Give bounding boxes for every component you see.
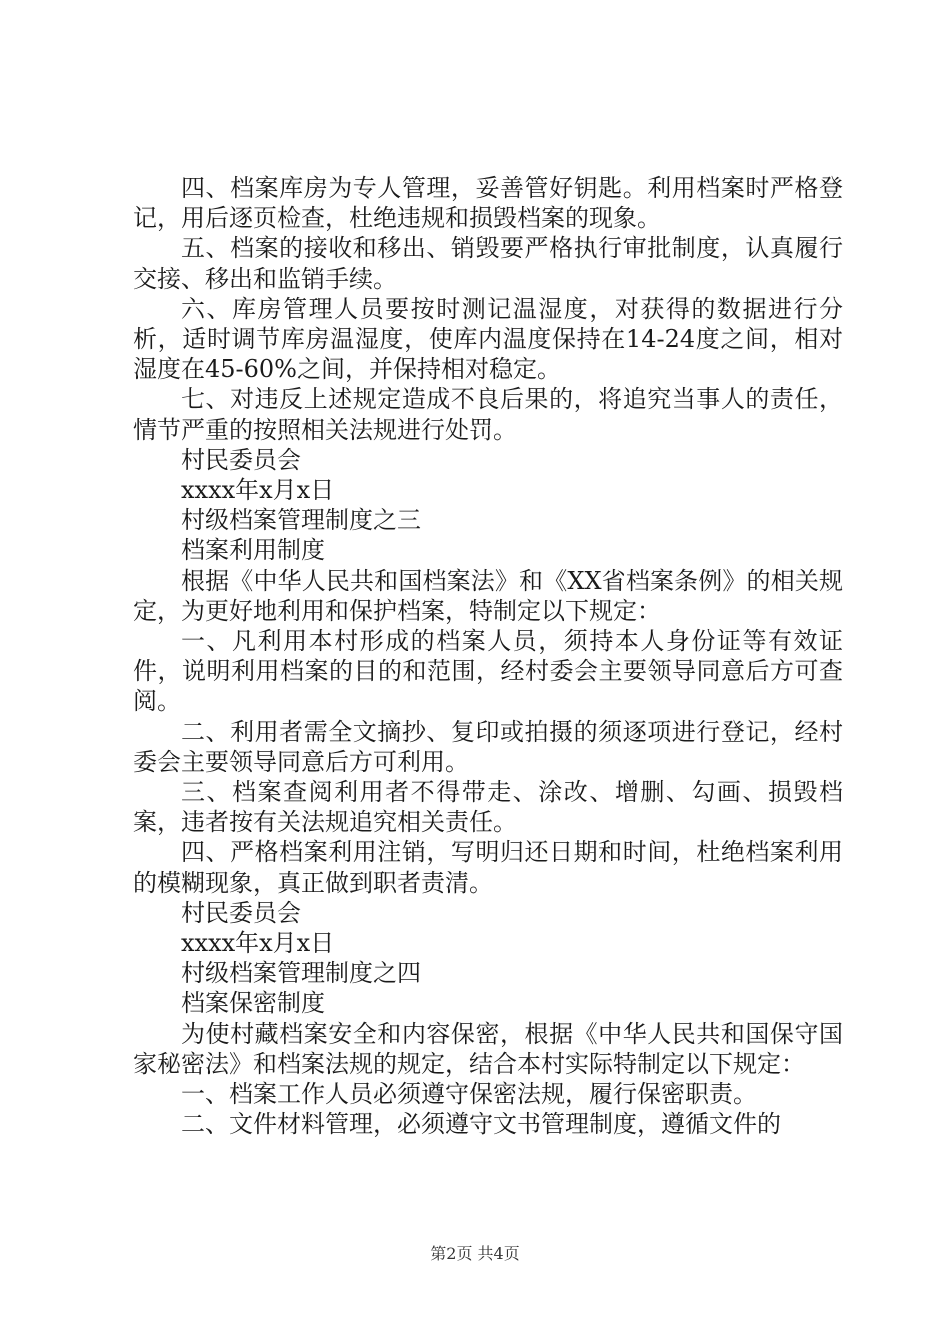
paragraph: 二、利用者需全文摘抄、复印或拍摄的须逐项进行登记，经村委会主要领导同意后方可利用。 <box>133 717 843 776</box>
section-subtitle: 档案利用制度 <box>181 536 325 565</box>
paragraph: 五、档案的接收和移出、销毁要严格执行审批制度，认真履行交接、移出和监销手续。 <box>133 234 843 293</box>
section-title: 村级档案管理制度之四 <box>181 959 421 988</box>
paragraph: 四、严格档案利用注销，写明归还日期和时间，杜绝档案利用的模糊现象，真正做到职者责清。 <box>133 838 843 897</box>
page-footer <box>0 1241 950 1264</box>
paragraph: 六、库房管理人员要按时测记温湿度，对获得的数据进行分析，适时调节库房温湿度，使库内温度保持在14-24度之间，相对湿度在45-60%之间，并保持相对稳定。 <box>133 294 843 384</box>
paragraph: 七、对违反上述规定造成不良后果的，将追究当事人的责任，情节严重的按照相关法规进行处罚。 <box>133 385 843 444</box>
paragraph: 为使村藏档案安全和内容保密，根据《中华人民共和国保守国家秘密法》和档案法规的规定，结合本村实际特制定以下规定： <box>133 1019 843 1078</box>
paragraph: 一、档案工作人员必须遵守保密法规，履行保密职责。 <box>181 1080 757 1109</box>
signature-committee: 村民委员会 <box>181 445 301 474</box>
paragraph: 根据《中华人民共和国档案法》和《XX省档案条例》的相关规定，为更好地利用和保护档案，特制定以下规定： <box>133 566 843 625</box>
paragraph: 四、档案库房为专人管理，妥善管好钥匙。利用档案时严格登记，用后逐页检查，杜绝违规和损毁档案的现象。 <box>133 174 843 233</box>
page-number-label: 第2页 共4页 <box>430 1244 520 1263</box>
paragraph: 一、凡利用本村形成的档案人员，须持本人身份证等有效证件，说明利用档案的目的和范围，经村委会主要领导同意后方可查阅。 <box>133 627 843 716</box>
paragraph: 二、文件材料管理，必须遵守文书管理制度，遵循文件的 <box>181 1110 781 1139</box>
paragraph: 三、档案查阅利用者不得带走、涂改、增删、勾画、损毁档案，违者按有关法规追究相关责任。 <box>133 778 843 837</box>
document-body <box>133 173 843 1140</box>
signature-committee: 村民委员会 <box>181 898 301 927</box>
signature-date: xxxx年x月x日 <box>181 476 335 505</box>
signature-date: xxxx年x月x日 <box>181 929 335 958</box>
section-subtitle: 档案保密制度 <box>181 989 325 1018</box>
section-title: 村级档案管理制度之三 <box>181 506 421 535</box>
